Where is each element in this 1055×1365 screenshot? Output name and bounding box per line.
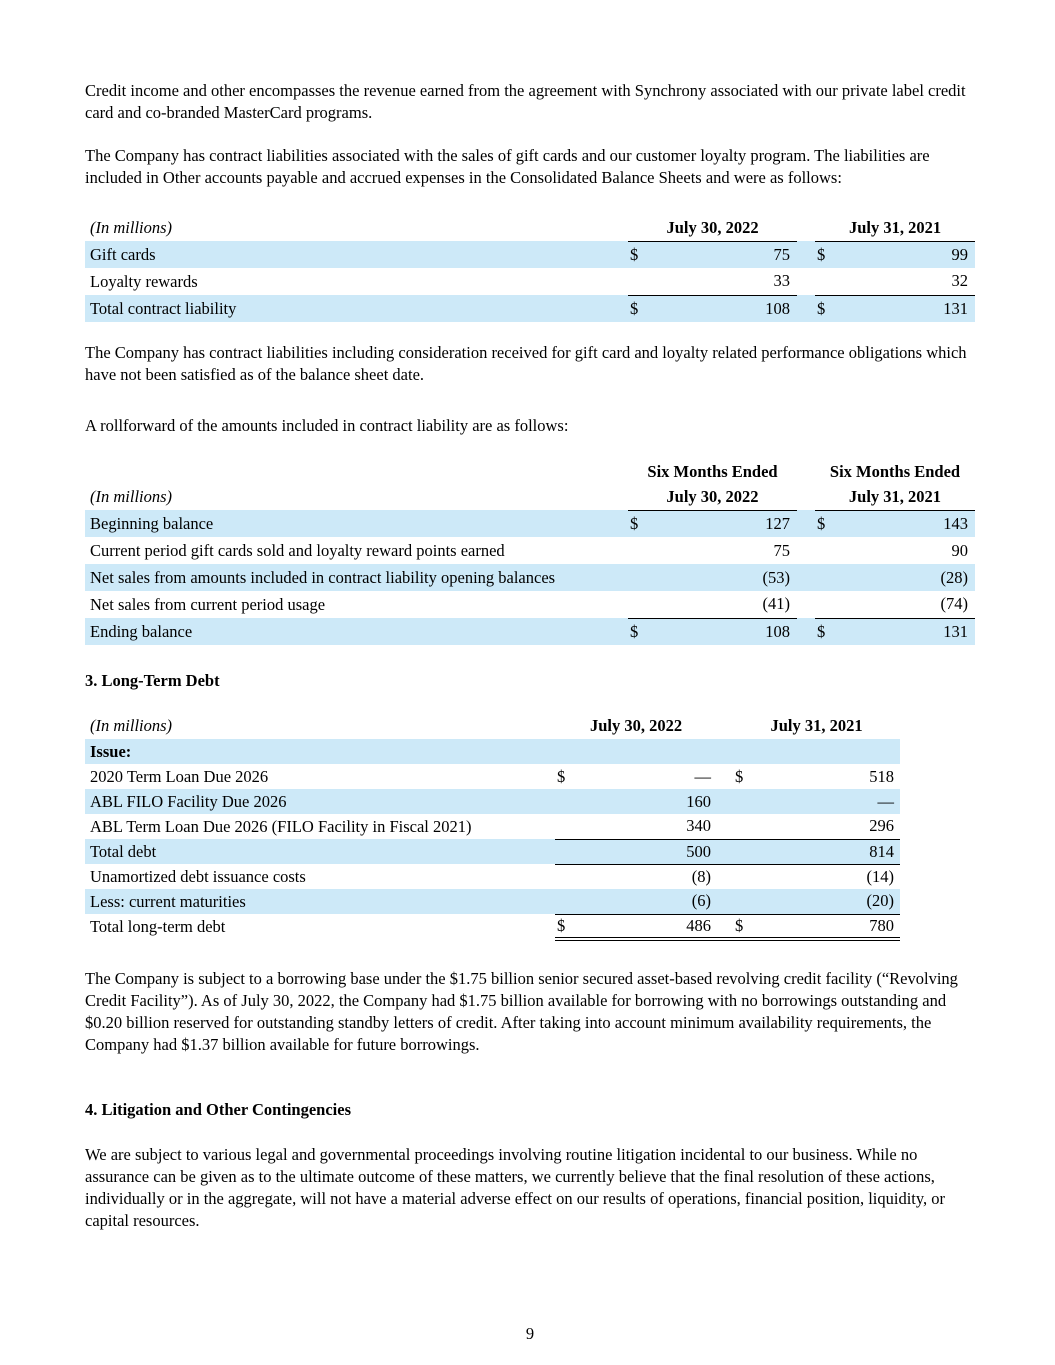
value-2022: 75 [773,540,790,560]
table-period-header-row [85,458,975,484]
dollar-sign [555,864,577,889]
dollar-sign [815,564,837,591]
value-2021 [755,739,900,764]
column-gap [717,713,733,739]
dollar-sign [815,537,837,564]
dollar-sign [628,564,650,591]
column-gap [797,564,815,591]
paragraph-credit-income: Credit income and other encompasses the revenue earned from the agreement with Synchrony associated with our private label credit card and co-branded MasterCard programs. [85,81,966,122]
dollar-sign: $ [628,618,650,645]
value-2021: 99 [837,241,975,268]
dollar-sign: $ [628,241,650,268]
value-2021: 131 [837,618,975,645]
units-label: (In millions) [90,487,173,506]
column-header-jul-31-2021: July 31, 2021 [815,484,975,510]
dollar-sign [733,889,755,914]
table-header-row [85,713,900,739]
value-2022: — [694,766,712,786]
table-row-abl-term-loan [85,814,900,839]
value-2021: 296 [755,814,900,839]
table-header-row [85,484,975,510]
value-2022: 500 [577,839,717,864]
dollar-sign: $ [815,510,837,537]
dollar-sign [815,591,837,618]
column-gap [717,889,733,914]
column-gap [797,618,815,645]
dollar-sign: $ [628,295,650,322]
value-2021: 90 [951,540,968,560]
row-label: Current period gift cards sold and loyalty reward points earned [90,540,505,560]
value-2021: (28) [837,564,975,591]
dollar-sign: $ [815,618,837,645]
dollar-sign: $ [735,766,744,786]
contract-liability-table [85,215,975,322]
value-2022: (53) [650,564,797,591]
dollar-sign [628,591,650,618]
dollar-sign [555,739,577,764]
table-row-unamortized-costs [85,864,900,889]
table-row-ending-balance [85,618,975,645]
column-gap [717,864,733,889]
empty-cell [85,458,628,484]
value-2021: 518 [869,766,895,786]
value-2022: 108 [650,295,797,322]
value-2022: 160 [577,789,717,814]
column-gap [717,839,733,864]
row-label: Ending balance [85,618,628,645]
column-gap [797,215,815,241]
table-row-issue-section [85,739,900,764]
table-row-loyalty-rewards [85,268,975,295]
value-2021: 780 [755,914,900,939]
column-gap [797,458,815,484]
section-label: Issue: [85,739,555,764]
row-label: Beginning balance [85,510,628,537]
dollar-sign [733,814,755,839]
value-2021: 143 [837,510,975,537]
paragraph-litigation-body: We are subject to various legal and governmental proceedings involving routine litigation incidental to our business. While no assurance can be given as to the ultimate outcome of these matters, we currently believe that the final resolution of these actions, individually or in the aggregate, will not have a material adverse effect on our results of operations, financial position, liquidity, or capital resources. [85,1145,946,1230]
heading-litigation: 4. Litigation and Other Contingencies [85,1100,352,1119]
dollar-sign [555,889,577,914]
table-row-2020-term-loan [85,764,900,789]
row-label: Net sales from current period usage [90,594,326,614]
row-label: Total long-term debt [90,916,226,936]
dollar-sign [733,839,755,864]
dollar-sign [555,789,577,814]
table-row-beginning-balance [85,510,975,537]
paragraph-contract-liabilities-intro: The Company has contract liabilities associated with the sales of gift cards and our customer loyalty program. The liabilities are included in Other accounts payable and accrued expenses in the Consolidated Balance Sheets and were as follows: [85,146,930,187]
dollar-sign: $ [555,914,577,939]
table-row-net-sales-current-usage [85,591,975,618]
dollar-sign [733,789,755,814]
dollar-sign [628,537,650,564]
column-header-jul-30-2022: July 30, 2022 [628,484,797,510]
table-row-total-debt [85,839,900,864]
units-label: (In millions) [90,218,173,237]
column-header-jul-30-2022: July 30, 2022 [628,215,797,241]
units-label: (In millions) [90,716,173,735]
value-2022: 108 [650,618,797,645]
table-row-net-sales-opening-balances [85,564,975,591]
column-gap [797,484,815,510]
column-gap [797,295,815,322]
value-2021: (74) [837,591,975,618]
value-2022: 33 [650,268,797,295]
column-gap [717,739,733,764]
column-gap [797,510,815,537]
dollar-sign: $ [733,914,755,939]
dollar-sign [628,268,650,295]
dollar-sign [733,739,755,764]
column-gap [717,814,733,839]
dollar-sign: $ [628,510,650,537]
dollar-sign [555,839,577,864]
value-2022: (41) [650,591,797,618]
table-row-total-long-term-debt [85,914,900,939]
paragraph-borrowing-base: The Company is subject to a borrowing base under the $1.75 billion senior secured asset-based revolving credit facility (“Revolving Credit Facility”). As of July 30, 2022, the Company had $1.75 billion available for borrowing with no borrowings outstanding and $0.20 billion reserved for outstanding standby letters of credit. After taking into account minimum availability requirements, the Company had $1.37 billion available for future borrowings. [85,969,958,1054]
table-row-gift-cards-sold [85,537,975,564]
value-2022 [577,739,717,764]
value-2021: 32 [837,268,975,295]
column-gap [797,591,815,618]
row-label: ABL FILO Facility Due 2026 [85,789,555,814]
value-2022: 340 [577,814,717,839]
value-2021: 814 [755,839,900,864]
dollar-sign [733,864,755,889]
value-2021: — [755,789,900,814]
table-row-abl-filo-facility [85,789,900,814]
row-label: Gift cards [85,241,628,268]
long-term-debt-table [85,713,900,941]
dollar-sign: $ [815,241,837,268]
column-header-jul-30-2022: July 30, 2022 [589,716,683,735]
row-label: Total contract liability [85,295,628,322]
value-2022: 75 [650,241,797,268]
dollar-sign [555,814,577,839]
row-label: Less: current maturities [85,889,555,914]
column-header-jul-31-2021: July 31, 2021 [815,215,975,241]
period-header-2: Six Months Ended [829,462,961,481]
page-number: 9 [525,1324,535,1343]
table-header-row [85,215,975,241]
table-row-gift-cards [85,241,975,268]
row-label: Unamortized debt issuance costs [90,866,306,886]
value-2022: 486 [577,914,717,939]
column-gap [717,914,733,939]
column-header-jul-31-2021: July 31, 2021 [770,716,863,735]
period-header-1: Six Months Ended [647,462,778,481]
row-label: Loyalty rewards [90,271,198,291]
dollar-sign: $ [557,766,566,786]
value-2022: (6) [577,889,717,914]
dollar-sign: $ [815,295,837,322]
row-label: Total debt [85,839,555,864]
rollforward-table [85,458,975,645]
value-2021: 131 [837,295,975,322]
value-2022: 127 [650,510,797,537]
paragraph-rollforward-intro: A rollforward of the amounts included in contract liability are as follows: [85,416,569,435]
row-label: ABL Term Loan Due 2026 (FILO Facility in Fiscal 2021) [90,816,472,836]
column-gap [797,268,815,295]
column-gap [717,789,733,814]
table-row-current-maturities [85,889,900,914]
value-2021: (14) [866,866,895,886]
heading-long-term-debt: 3. Long-Term Debt [85,671,220,690]
column-gap [797,537,815,564]
table-row-total-contract-liability [85,295,975,322]
value-2021: (20) [755,889,900,914]
value-2022: (8) [691,866,712,886]
row-label: 2020 Term Loan Due 2026 [90,766,269,786]
row-label: Net sales from amounts included in contract liability opening balances [85,564,628,591]
dollar-sign [815,268,837,295]
paragraph-contract-liabilities-note: The Company has contract liabilities including consideration received for gift card and loyalty related performance obligations which have not been satisfied as of the balance sheet date. [85,343,967,384]
column-gap [797,241,815,268]
column-gap [717,764,733,789]
